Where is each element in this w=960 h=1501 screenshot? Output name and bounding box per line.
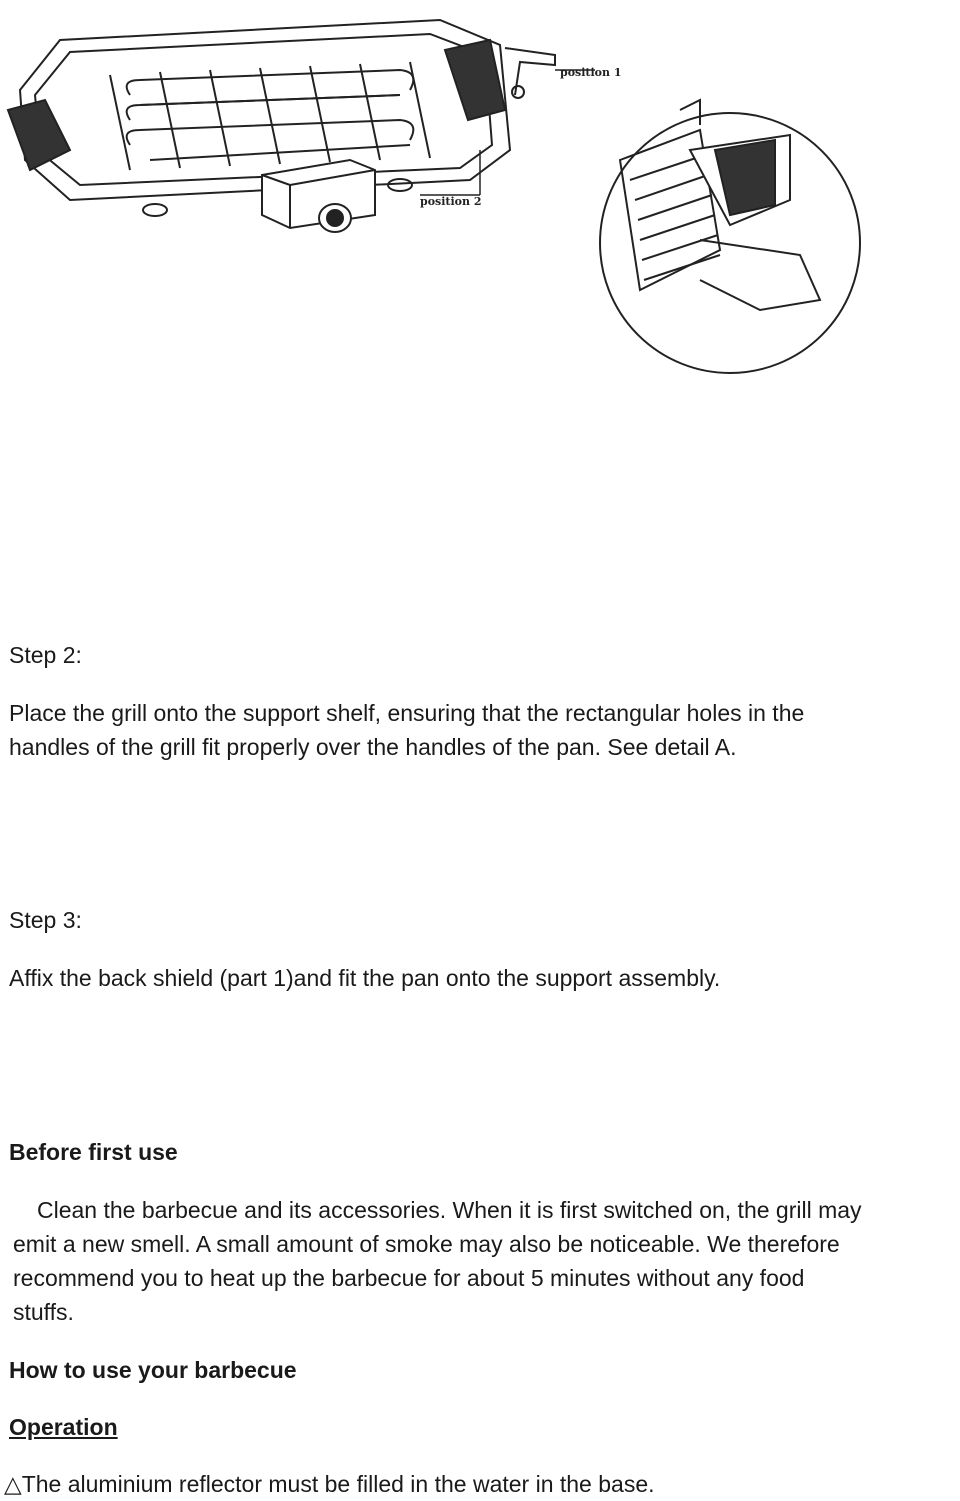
grill-pan-drawing xyxy=(8,20,595,232)
operation-heading: Operation xyxy=(9,1414,118,1440)
before-first-use-line-2: emit a new smell. A small amount of smoke may also be noticeable. We therefore xyxy=(13,1231,840,1257)
warning-triangle-icon: △ xyxy=(4,1471,22,1497)
step-2-text-line-2: handles of the grill fit properly over the handles of the pan. See detail A. xyxy=(9,734,737,760)
step-2-text-line-1: Place the grill onto the support shelf, ensuring that the rectangular holes in the xyxy=(9,700,805,726)
step-2-heading: Step 2: xyxy=(9,642,82,668)
before-first-use-line-3: recommend you to heat up the barbecue for about 5 minutes without any food xyxy=(13,1265,805,1291)
before-first-use-line-4: stuffs. xyxy=(13,1299,74,1325)
how-to-use-heading: How to use your barbecue xyxy=(9,1357,297,1383)
step-3-text: Affix the back shield (part 1)and fit the pan onto the support assembly. xyxy=(9,965,721,991)
grill-assembly-illustration xyxy=(0,0,960,380)
before-first-use-heading: Before first use xyxy=(9,1139,178,1165)
position-1-label: position 1 xyxy=(560,66,622,79)
step-3-heading: Step 3: xyxy=(9,907,82,933)
operation-instruction-text: The aluminium reflector must be filled in the water in the base. xyxy=(21,1471,655,1497)
operation-instruction xyxy=(4,1467,655,1501)
before-first-use-line-1: Clean the barbecue and its accessories. When it is first switched on, the grill may xyxy=(37,1197,862,1223)
detail-a-circle xyxy=(600,100,860,373)
position-2-label: position 2 xyxy=(420,195,482,208)
